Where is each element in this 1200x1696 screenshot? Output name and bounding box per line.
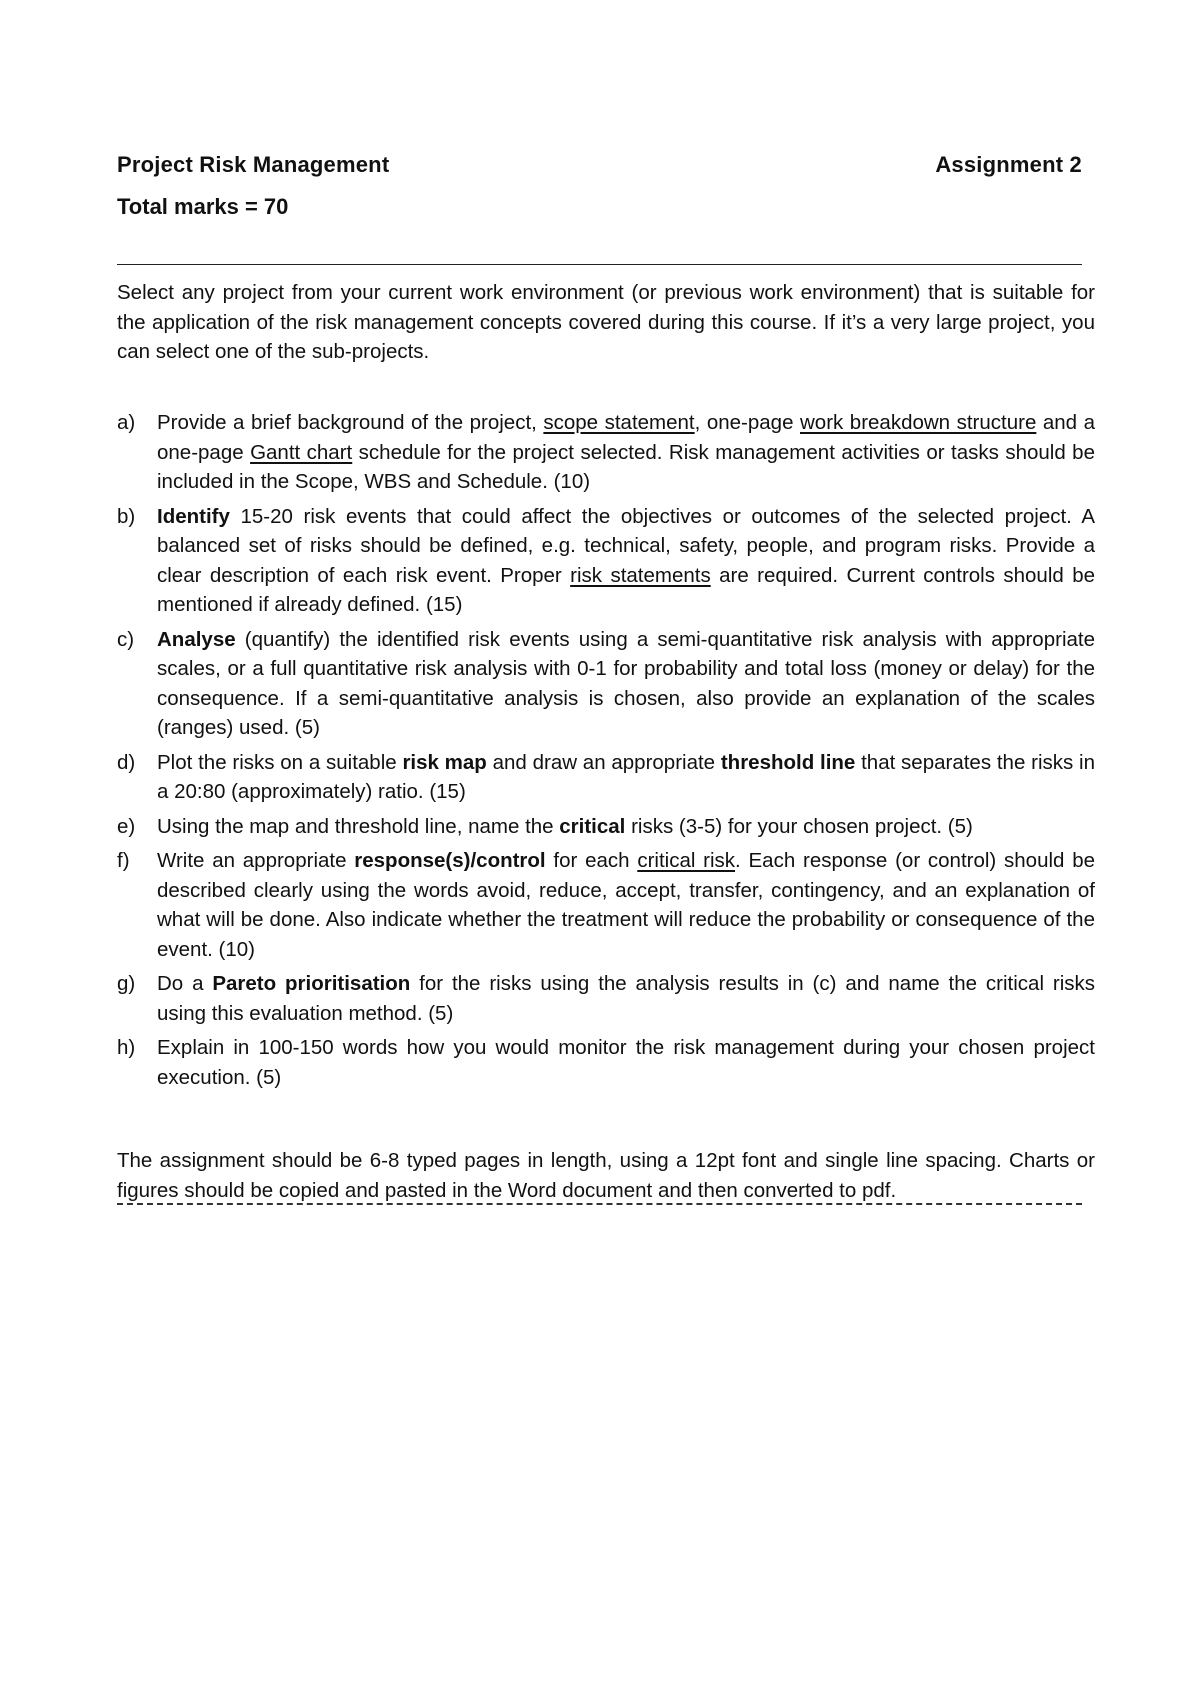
task-label: d) <box>117 750 136 774</box>
task-list <box>117 408 1095 1097</box>
bold-term: risk map <box>402 750 487 774</box>
task-item-e <box>117 812 1095 842</box>
dashed-divider <box>117 1203 1082 1205</box>
task-item-h <box>117 1033 1095 1092</box>
underlined-term: Gantt chart <box>250 440 353 464</box>
task-text <box>157 846 1095 964</box>
task-text <box>157 748 1095 807</box>
task-item-f <box>117 846 1095 964</box>
task-label: f) <box>117 849 130 872</box>
text-run: . Each response (or control) should be described clearly using the words avoid, reduce, accept, transfer, contingency, and an explanation of what will be done. Also indicate whether the treatment will reduce the probability or consequence of the event. (10) <box>157 849 1095 961</box>
task-item-b <box>117 502 1095 620</box>
intro-paragraph: Select any project from your current work environment (or previous work environment) that is suitable for the application of the risk management concepts covered during this course. If it’s a very large project, you can select one of the sub-projects. <box>117 281 1095 363</box>
text-run: Write an appropriate <box>157 849 355 872</box>
total-marks: Total marks = 70 <box>117 194 289 219</box>
task-item-g <box>117 969 1095 1028</box>
task-label: g) <box>117 972 136 995</box>
bold-term: critical <box>559 814 626 838</box>
text-run: for the risks using the analysis results in (c) and name the critical risks using this evaluation method. (5) <box>157 972 1095 1025</box>
course-title: Project Risk Management <box>117 152 390 177</box>
text-run: (quantify) the identified risk events using a semi-quantitative risk analysis with appropriate scales, or a full quantitative risk analysis with 0-1 for probability and total loss (money or delay) for the consequence. If a semi-quantitative analysis is chosen, also provide an explanation of the scales (ranges) used. (5) <box>157 627 1095 739</box>
bold-term: threshold line <box>720 750 856 774</box>
text-run: risks (3-5) for your chosen project. (5) <box>625 814 973 838</box>
task-text <box>157 1033 1095 1092</box>
underlined-term: risk statements <box>570 563 711 587</box>
underlined-term: scope statement <box>543 411 695 434</box>
task-label: h) <box>117 1036 136 1059</box>
task-item-c <box>117 625 1095 743</box>
text-run: and a one-page <box>157 411 1095 464</box>
task-text <box>157 969 1095 1028</box>
header-divider <box>117 264 1082 265</box>
task-text <box>157 625 1095 743</box>
text-run: for each <box>545 849 638 872</box>
bold-term: response(s)/control <box>354 849 546 872</box>
task-label: e) <box>117 814 136 838</box>
task-text <box>157 502 1095 620</box>
text-run: schedule for the project selected. Risk management activities or tasks should be included in the Scope, WBS and Schedule. (10) <box>157 440 1095 493</box>
text-run: and draw an appropriate <box>486 750 721 774</box>
text-run: Provide a brief background of the project, <box>157 411 544 434</box>
text-run: that separates the risks in a 20:80 (approximately) ratio. (15) <box>157 750 1095 803</box>
assignment-number: Assignment 2 <box>935 152 1082 177</box>
closing-paragraph: The assignment should be 6-8 typed pages in length, using a 12pt font and single line spacing. Charts or figures should be copied and pasted in the Word document and then converted to pdf. <box>117 1149 1095 1202</box>
underlined-term: work breakdown structure <box>800 411 1037 434</box>
task-text <box>157 408 1095 497</box>
header-row <box>117 152 1082 192</box>
bold-term: Identify <box>157 504 230 528</box>
bold-term: Analyse <box>157 627 236 651</box>
text-run: 15-20 risk events that could affect the objectives or outcomes of the selected project. A balanced set of risks should be defined, e.g. technical, safety, people, and program risks. Provide a clear description of each risk event. Proper <box>157 504 1095 587</box>
task-item-a <box>117 408 1095 497</box>
underlined-term: critical risk <box>637 849 736 872</box>
text-run: Do a <box>157 972 213 995</box>
task-text <box>157 812 1095 842</box>
text-run: , one-page <box>694 411 800 434</box>
task-label: c) <box>117 627 135 651</box>
text-run: are required. Current controls should be mentioned if already defined. (15) <box>157 563 1095 616</box>
text-run: Plot the risks on a suitable <box>157 750 403 774</box>
task-label: b) <box>117 504 136 528</box>
task-label: a) <box>117 411 136 434</box>
text-run: Using the map and threshold line, name the <box>157 814 560 838</box>
text-run: Explain in 100-150 words how you would monitor the risk management during your chosen project execution. (5) <box>157 1036 1095 1089</box>
task-item-d <box>117 748 1095 807</box>
bold-term: Pareto prioritisation <box>212 972 411 995</box>
